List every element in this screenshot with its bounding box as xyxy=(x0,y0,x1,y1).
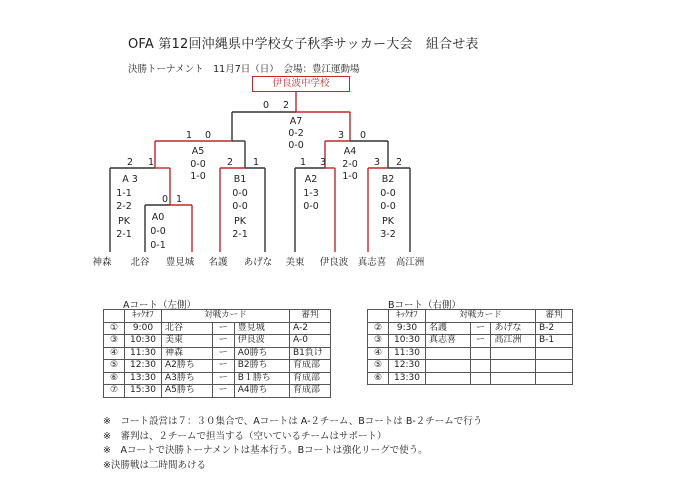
team-right: A0勝ち xyxy=(234,347,289,360)
team-left: A5勝ち xyxy=(162,385,213,398)
team-left: 神森 xyxy=(162,347,213,360)
table-row xyxy=(368,347,573,360)
court-a-header-match: 対戦カード xyxy=(162,310,290,323)
team-iraha: 伊良波 xyxy=(319,257,349,268)
referee: B-2 xyxy=(536,322,573,335)
court-a-header-kickoff: ｷｯｸｵﾌ xyxy=(125,310,162,323)
semi-left-line-1: 0-0 xyxy=(190,159,206,170)
vs-dash: ー xyxy=(212,385,234,398)
note-3: ※ Aコートで決勝トーナメントは基本行う。Bコートは強化リーグで使う。 xyxy=(103,445,428,456)
kickoff-time: 10:30 xyxy=(389,335,426,348)
court-b-label: Bコート（右側） xyxy=(388,300,462,311)
vs-dash xyxy=(470,360,491,373)
vs-dash xyxy=(470,347,491,360)
table-row xyxy=(104,347,331,360)
notes xyxy=(103,415,482,473)
match-no: ⑦ xyxy=(104,385,125,398)
qf2-line-1: 0-0 xyxy=(232,188,248,199)
table-row xyxy=(104,360,331,373)
team-right xyxy=(491,360,536,373)
qf1-line-2: 2-2 xyxy=(116,201,132,212)
final-line-1: 0-2 xyxy=(288,128,304,139)
qf1-score-left: 2 xyxy=(127,157,134,168)
table-row xyxy=(368,335,573,348)
court-b-header-no xyxy=(368,310,389,323)
team-right: B2勝ち xyxy=(234,360,289,373)
semi-right-score-right: 0 xyxy=(360,130,367,141)
match-no: ⑤ xyxy=(368,360,389,373)
table-row xyxy=(104,335,331,348)
qf3-score-right: 3 xyxy=(320,157,327,168)
team-tomigusuku: 豊見城 xyxy=(165,257,195,268)
referee: 育成部 xyxy=(290,360,331,373)
page-subtitle: 決勝トーナメント 11月7日（日） 会場：豊江運動場 xyxy=(128,64,360,75)
qf1-score-right: 1 xyxy=(148,157,155,168)
table-row xyxy=(104,322,331,335)
court-a-table xyxy=(103,309,331,398)
team-left: 美東 xyxy=(162,335,213,348)
champion-box: 伊良波中学校 xyxy=(252,76,350,92)
note-2: ※ 審判は、２チームで担当する（空いているチームはサポート） xyxy=(103,430,387,442)
team-left xyxy=(426,347,471,360)
team-kamimori: 神森 xyxy=(92,257,112,268)
match-no: ④ xyxy=(104,347,125,360)
referee: 育成部 xyxy=(290,385,331,398)
table-row xyxy=(104,372,331,385)
team-mashiki: 真志喜 xyxy=(357,257,387,268)
qf4-score-left: 3 xyxy=(374,157,381,168)
match-no: ② xyxy=(368,322,389,335)
qf2-line-4: 2-1 xyxy=(232,229,248,240)
kickoff-time: 15:30 xyxy=(125,385,162,398)
semi-right-score-left: 3 xyxy=(338,130,345,141)
qf2-score-right: 1 xyxy=(253,157,260,168)
semi-left-score-left: 1 xyxy=(186,130,193,141)
vs-dash: ー xyxy=(212,372,234,385)
match-no: ④ xyxy=(368,347,389,360)
team-left xyxy=(426,372,471,385)
team-right: 豊見城 xyxy=(234,322,289,335)
team-takaesu: 高江洲 xyxy=(395,257,425,268)
referee: A-2 xyxy=(290,322,331,335)
page-title: OFA 第12回沖縄県中学校女子秋季サッカー大会 組合せ表 xyxy=(128,37,479,52)
qf3-line-1: 1-3 xyxy=(303,188,319,199)
team-right xyxy=(491,347,536,360)
semi-right-line-2: 1-0 xyxy=(342,171,358,182)
team-left: 名護 xyxy=(426,322,471,335)
team-right: B１勝ち xyxy=(234,372,289,385)
note-1: ※ コート設営は７：３０集合で、Aコートは A-２チーム、Bコートは B-２チームで行う xyxy=(103,416,483,427)
match-no: ③ xyxy=(368,335,389,348)
r1-line-2: 0-1 xyxy=(150,240,166,251)
court-b-header-kickoff: ｷｯｸｵﾌ xyxy=(389,310,426,323)
team-higashi: 美東 xyxy=(285,257,305,268)
referee: 育成部 xyxy=(290,372,331,385)
court-a-header-no xyxy=(104,310,125,323)
kickoff-time: 11:30 xyxy=(389,347,426,360)
vs-dash xyxy=(470,372,491,385)
match-no: ① xyxy=(104,322,125,335)
vs-dash: ー xyxy=(212,360,234,373)
team-right: 伊良波 xyxy=(234,335,289,348)
kickoff-time: 11:30 xyxy=(125,347,162,360)
team-right xyxy=(491,372,536,385)
table-row xyxy=(368,322,573,335)
match-no: ⑤ xyxy=(104,360,125,373)
kickoff-time: 13:30 xyxy=(125,372,162,385)
qf4-line-2: 0-0 xyxy=(380,201,396,212)
table-row xyxy=(104,385,331,398)
table-row xyxy=(368,372,573,385)
qf1-line-3: PK xyxy=(118,216,130,227)
semi-left-code: A5 xyxy=(191,146,205,157)
vs-dash: ー xyxy=(212,322,234,335)
qf3-code: A2 xyxy=(304,174,318,185)
semi-left-line-2: 1-0 xyxy=(190,171,206,182)
vs-dash: ー xyxy=(470,335,491,348)
referee: B-1 xyxy=(536,335,573,348)
final-line-2: 0-0 xyxy=(288,140,304,151)
r1-score-right: 1 xyxy=(176,194,183,205)
referee xyxy=(536,360,573,373)
referee: B1負け xyxy=(290,347,331,360)
qf4-code: B2 xyxy=(381,174,395,185)
kickoff-time: 9:00 xyxy=(125,322,162,335)
semi-right-code: A4 xyxy=(343,146,357,157)
qf3-score-left: 1 xyxy=(300,157,307,168)
qf4-line-1: 0-0 xyxy=(380,188,396,199)
team-left: 北谷 xyxy=(162,322,213,335)
court-a-header-ref: 審判 xyxy=(290,310,331,323)
team-nago: 名護 xyxy=(208,257,228,268)
vs-dash: ー xyxy=(212,347,234,360)
qf2-score-left: 2 xyxy=(227,157,234,168)
referee xyxy=(536,372,573,385)
semi-left-score-right: 0 xyxy=(205,130,212,141)
match-no: ⑥ xyxy=(104,372,125,385)
final-score-right: 2 xyxy=(283,100,290,111)
qf4-score-right: 2 xyxy=(396,157,403,168)
qf2-code: B1 xyxy=(233,174,247,185)
r1-line-1: 0-0 xyxy=(150,226,166,237)
referee: A-0 xyxy=(290,335,331,348)
court-a-label: Aコート（左側） xyxy=(123,300,196,311)
note-4: ※決勝戦は二時間あける xyxy=(103,459,206,471)
team-chatan: 北谷 xyxy=(130,257,150,268)
court-b-header-row xyxy=(368,310,573,323)
team-right: 高江洲 xyxy=(491,335,536,348)
team-right: A4勝ち xyxy=(234,385,289,398)
court-b-header-match: 対戦カード xyxy=(426,310,536,323)
vs-dash: ー xyxy=(212,335,234,348)
qf2-line-3: PK xyxy=(234,216,246,227)
team-right: あげな xyxy=(491,322,536,335)
qf3-line-2: 0-0 xyxy=(303,201,319,212)
vs-dash: ー xyxy=(470,322,491,335)
kickoff-time: 12:30 xyxy=(125,360,162,373)
qf2-line-2: 0-0 xyxy=(232,201,248,212)
final-code: A7 xyxy=(289,116,303,127)
court-a-header-row xyxy=(104,310,331,323)
team-left: 真志喜 xyxy=(426,335,471,348)
kickoff-time: 10:30 xyxy=(125,335,162,348)
team-left xyxy=(426,360,471,373)
team-agena: あげな xyxy=(243,257,273,268)
team-left: A2勝ち xyxy=(162,360,213,373)
match-no: ⑥ xyxy=(368,372,389,385)
final-score-left: 0 xyxy=(263,100,270,111)
kickoff-time: 13:30 xyxy=(389,372,426,385)
kickoff-time: 12:30 xyxy=(389,360,426,373)
qf1-line-4: 2-1 xyxy=(116,229,132,240)
match-no: ③ xyxy=(104,335,125,348)
r1-code: A0 xyxy=(151,212,165,223)
qf4-line-4: 3-2 xyxy=(380,229,396,240)
qf4-line-3: PK xyxy=(382,216,394,227)
referee xyxy=(536,347,573,360)
semi-right-line-1: 2-0 xyxy=(342,159,358,170)
qf1-code: A 3 xyxy=(122,174,138,185)
court-b-table xyxy=(367,309,573,385)
qf1-line-1: 1-1 xyxy=(116,188,132,199)
kickoff-time: 9:30 xyxy=(389,322,426,335)
court-b-header-ref: 審判 xyxy=(536,310,573,323)
table-row xyxy=(368,360,573,373)
team-left: A3勝ち xyxy=(162,372,213,385)
r1-score-left: 0 xyxy=(162,194,169,205)
